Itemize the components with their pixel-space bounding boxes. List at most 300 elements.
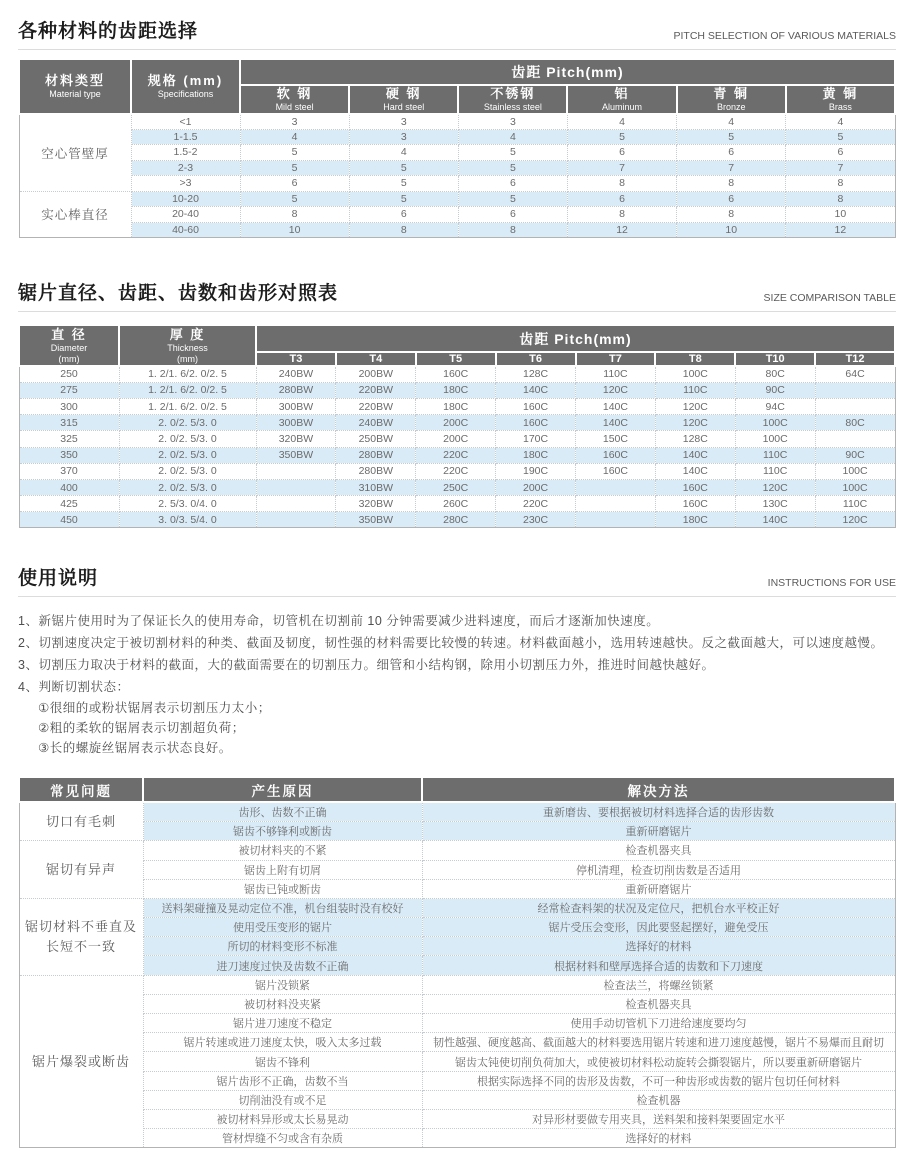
teeth-count-cell: 200C [416,431,496,447]
teeth-count-cell: 150C [576,431,656,447]
solution-cell: 重新研磨锯片 [422,879,895,898]
teeth-count-cell [256,496,336,512]
header-label-en: Hard steel [383,102,425,113]
thickness-cell: 1. 2/1. 6/2. 0/2. 5 [119,382,256,398]
pitch-value-cell: 4 [567,114,676,130]
table-row [19,496,895,512]
header-label-zh: 黄 铜 [822,86,859,101]
cause-cell: 锯片齿形不正确，齿数不当 [143,1071,422,1090]
table-row [19,1109,895,1128]
column-header-pitch: 齿距 Pitch(mm) [256,325,895,352]
spec-cell: 2-3 [131,160,240,176]
table-row [19,1033,895,1052]
pitch-value-cell: 6 [458,176,567,192]
thickness-cell: 1. 2/1. 6/2. 0/2. 5 [119,398,256,414]
solution-cell: 检查机器夹具 [422,841,895,860]
instruction-line: 2、切割速度决定于被切割材料的种类、截面及韧度，韧性强的材料需要比较慢的转速。材料截面越小，选用转速越快。反之截面越大，可以速度越慢。 [18,636,884,651]
pitch-value-cell: 3 [240,114,349,130]
table-row [19,114,895,130]
teeth-count-cell: 90C [735,382,815,398]
teeth-count-cell: 280C [416,512,496,528]
solution-cell: 韧性越强、硬度越高、截面越大的材料要选用锯片转速和进刀速度越慢，锯片不易爆而且耐切 [422,1033,895,1052]
pitch-value-cell: 6 [786,145,895,161]
header-label-zh: 不锈钢 [490,86,536,101]
teeth-count-cell [815,431,895,447]
instructions-list [18,610,896,758]
table-row [19,822,895,841]
header-label-zh: 直 径 [51,327,87,343]
header-label-zh: 厚 度 [169,327,206,343]
pitch-selection-table-body [19,114,895,238]
pitch-value-cell: 5 [458,160,567,176]
diameter-cell: 300 [19,398,119,414]
section-subtitle-en: PITCH SELECTION OF VARIOUS MATERIALS [673,30,896,42]
pitch-value-cell: 6 [458,207,567,223]
problem-group-label: 锯切材料不垂直及长短不一致 [19,898,143,975]
section-title: 使用说明 [18,568,99,590]
table-row [19,431,895,447]
section-title: 锯片直径、齿距、齿数和齿形对照表 [18,283,339,305]
teeth-count-cell [256,463,336,479]
solution-cell: 重新磨齿、要根据被切材料选择合适的齿形齿数 [422,802,895,821]
teeth-count-cell: 220BW [336,398,416,414]
thickness-cell: 3. 0/3. 5/4. 0 [119,512,256,528]
teeth-count-cell [815,382,895,398]
solution-cell: 锯齿太钝使切削负荷加大，或使被切材料松动旋转会撕裂锯片，所以要重新研磨锯片 [422,1052,895,1071]
pitch-value-cell: 10 [786,207,895,223]
teeth-count-cell: 220C [496,496,576,512]
section-size-comparison-header [18,278,896,312]
teeth-count-cell: 128C [655,431,735,447]
teeth-count-cell: 140C [576,398,656,414]
teeth-count-cell [256,479,336,495]
spec-cell: >3 [131,176,240,192]
teeth-count-cell: 190C [496,463,576,479]
teeth-count-cell: 180C [496,447,576,463]
teeth-count-cell: 160C [496,398,576,414]
teeth-count-cell [576,496,656,512]
pitch-selection-table-head [19,59,895,114]
table-row [19,382,895,398]
pitch-value-cell: 10 [240,222,349,238]
section-subtitle-en: INSTRUCTIONS FOR USE [767,577,896,590]
teeth-count-cell: 350BW [256,447,336,463]
column-header-tooth-pitch: T8 [655,352,735,366]
cause-cell: 锯片进刀速度不稳定 [143,1014,422,1033]
table-row [19,447,895,463]
column-header-material [567,85,676,114]
header-label-en: Thickness (mm) [167,343,208,364]
teeth-count-cell: 120C [655,398,735,414]
column-header-material [677,85,786,114]
table-row [19,802,895,821]
solution-cell: 根据实际选择不同的齿形及齿数，不可一种齿形或齿数的锯片包切任何材料 [422,1071,895,1090]
header-label-en: Material type [49,89,101,100]
teeth-count-cell: 200C [496,479,576,495]
teeth-count-cell: 120C [576,382,656,398]
teeth-count-cell: 160C [416,366,496,382]
material-group-label: 空心管壁厚 [19,114,131,192]
solution-cell: 选择好的材料 [422,1129,895,1148]
header-label-zh: 硬 钢 [385,86,422,101]
table-row [19,1129,895,1148]
teeth-count-cell: 80C [735,366,815,382]
header-label-en: Mild steel [275,102,314,113]
header-label-en: Stainless steel [483,102,542,113]
troubleshooting-table-body [19,802,895,1147]
material-group-label: 实心棒直径 [19,191,131,238]
table-row [19,415,895,431]
teeth-count-cell: 320BW [256,431,336,447]
instruction-subline: ③长的螺旋丝锯屑表示状态良好。 [38,741,232,756]
teeth-count-cell: 140C [496,382,576,398]
pitch-value-cell: 5 [240,160,349,176]
pitch-value-cell: 7 [786,160,895,176]
section-pitch-selection-header [18,16,896,50]
cause-cell: 被切材料异形或太长易晃动 [143,1109,422,1128]
size-comparison-table-body [19,366,895,528]
table-row [19,176,895,192]
teeth-count-cell: 100C [735,431,815,447]
teeth-count-cell: 100C [655,366,735,382]
pitch-value-cell: 8 [567,176,676,192]
column-header-pitch: 齿距 Pitch(mm) [240,59,895,85]
pitch-value-cell: 6 [567,145,676,161]
teeth-count-cell: 250BW [336,431,416,447]
pitch-value-cell: 3 [349,129,458,145]
teeth-count-cell: 300BW [256,415,336,431]
column-header-tooth-pitch: T5 [416,352,496,366]
cause-cell: 被切材料没夹紧 [143,994,422,1013]
column-header-common-problems: 常见问题 [19,777,143,802]
pitch-value-cell: 8 [240,207,349,223]
teeth-count-cell: 100C [815,479,895,495]
document-page [0,16,914,1148]
column-header-tooth-pitch: T6 [496,352,576,366]
page-title: 各种材料的齿距选择 [18,21,199,42]
teeth-count-cell: 140C [655,447,735,463]
table-row [19,860,895,879]
table-row [19,1014,895,1033]
pitch-value-cell: 12 [786,222,895,238]
pitch-selection-table [18,58,896,238]
cause-cell: 使用受压变形的锯片 [143,918,422,937]
header-label-zh: 软 钢 [276,86,313,101]
cause-cell: 锯齿上附有切屑 [143,860,422,879]
table-row [19,129,895,145]
instruction-subline: ②粗的柔软的锯屑表示切割超负荷； [38,721,245,736]
cause-cell: 送料架碰撞及晃动定位不准，机台组装时没有校好 [143,898,422,917]
pitch-value-cell: 6 [677,145,786,161]
pitch-value-cell: 5 [567,129,676,145]
cause-cell: 锯齿不锋利 [143,1052,422,1071]
spec-cell: <1 [131,114,240,130]
teeth-count-cell: 110C [576,366,656,382]
teeth-count-cell: 200BW [336,366,416,382]
pitch-value-cell: 6 [677,191,786,207]
column-header-causes: 产生原因 [143,777,422,802]
teeth-count-cell: 120C [815,512,895,528]
table-row [19,145,895,161]
cause-cell: 锯片转速或进刀速度太快，吸入太多过载 [143,1033,422,1052]
header-label-en: Brass [828,102,852,113]
table-row [19,160,895,176]
instruction-subline: ①很细的或粉状锯屑表示切割压力太小； [38,701,271,716]
solution-cell: 对异形材要做专用夹具，送料架和接料架要固定水平 [422,1109,895,1128]
pitch-value-cell: 5 [349,160,458,176]
teeth-count-cell: 300BW [256,398,336,414]
header-label-en: Bronze [716,102,746,113]
pitch-value-cell: 4 [240,129,349,145]
pitch-value-cell: 8 [458,222,567,238]
troubleshooting-table [18,776,896,1148]
table-row [19,898,895,917]
table-row [19,512,895,528]
header-label-en: Specifications [157,89,214,100]
teeth-count-cell: 220C [416,463,496,479]
pitch-value-cell: 5 [349,191,458,207]
column-header-tooth-pitch: T10 [735,352,815,366]
teeth-count-cell: 80C [815,415,895,431]
teeth-count-cell: 110C [735,447,815,463]
thickness-cell: 2. 0/2. 5/3. 0 [119,431,256,447]
teeth-count-cell: 130C [735,496,815,512]
table-row [19,1052,895,1071]
problem-group-label: 锯切有异声 [19,841,143,899]
teeth-count-cell: 140C [655,463,735,479]
table-row [19,463,895,479]
cause-cell: 所切的材料变形不标准 [143,937,422,956]
teeth-count-cell: 140C [735,512,815,528]
teeth-count-cell: 240BW [256,366,336,382]
teeth-count-cell: 180C [416,382,496,398]
problem-group-label: 锯片爆裂或断齿 [19,975,143,1148]
instruction-line: 4、判断切割状态： [18,680,130,695]
cause-cell: 锯片没锁紧 [143,975,422,994]
solution-cell: 锯片受压会变形，因此要竖起摆好，避免受压 [422,918,895,937]
teeth-count-cell: 180C [416,398,496,414]
pitch-value-cell: 3 [458,114,567,130]
solution-cell: 选择好的材料 [422,937,895,956]
column-header-material-type [19,59,131,114]
teeth-count-cell: 200C [416,415,496,431]
teeth-count-cell: 280BW [336,447,416,463]
teeth-count-cell: 350BW [336,512,416,528]
teeth-count-cell: 110C [735,463,815,479]
solution-cell: 检查法兰，将螺丝锁紧 [422,975,895,994]
header-label-zh: 青 铜 [713,86,750,101]
thickness-cell: 2. 0/2. 5/3. 0 [119,415,256,431]
pitch-value-cell: 5 [349,176,458,192]
pitch-value-cell: 5 [677,129,786,145]
solution-cell: 使用手动切管机下刀进给速度要均匀 [422,1014,895,1033]
table-row [19,994,895,1013]
thickness-cell: 2. 0/2. 5/3. 0 [119,463,256,479]
header-label-en: Diameter (mm) [50,343,88,364]
cause-cell: 进刀速度过快及齿数不正确 [143,956,422,975]
diameter-cell: 400 [19,479,119,495]
pitch-value-cell: 8 [677,176,786,192]
diameter-cell: 325 [19,431,119,447]
spec-cell: 40-60 [131,222,240,238]
column-header-tooth-pitch: T4 [336,352,416,366]
pitch-value-cell: 6 [567,191,676,207]
thickness-cell: 2. 5/3. 0/4. 0 [119,496,256,512]
diameter-cell: 350 [19,447,119,463]
column-header-tooth-pitch: T12 [815,352,895,366]
cause-cell: 被切材料夹的不紧 [143,841,422,860]
pitch-value-cell: 6 [349,207,458,223]
section-subtitle-en: SIZE COMPARISON TABLE [763,292,896,305]
spec-cell: 20-40 [131,207,240,223]
spec-cell: 1.5-2 [131,145,240,161]
teeth-count-cell: 310BW [336,479,416,495]
spec-cell: 10-20 [131,191,240,207]
problem-group-label: 切口有毛刺 [19,802,143,840]
column-header-diameter [19,325,119,366]
teeth-count-cell: 110C [655,382,735,398]
cause-cell: 齿形、齿数不正确 [143,802,422,821]
thickness-cell: 2. 0/2. 5/3. 0 [119,479,256,495]
teeth-count-cell: 90C [815,447,895,463]
column-header-material [786,85,895,114]
teeth-count-cell: 170C [496,431,576,447]
solution-cell: 经常检查料架的状况及定位尺，把机台水平校正好 [422,898,895,917]
teeth-count-cell [256,512,336,528]
teeth-count-cell: 240BW [336,415,416,431]
table-row [19,1071,895,1090]
teeth-count-cell: 120C [655,415,735,431]
instruction-line: 1、新锯片使用时为了保证长久的使用寿命，切管机在切割前 10 分钟需要减少进料速度，而后才逐渐加快速度。 [18,614,660,629]
column-header-solutions: 解决方法 [422,777,895,802]
teeth-count-cell: 320BW [336,496,416,512]
column-header-thickness [119,325,256,366]
table-row [19,879,895,898]
solution-cell: 重新研磨锯片 [422,822,895,841]
cause-cell: 管材焊缝不匀或含有杂质 [143,1129,422,1148]
pitch-value-cell: 12 [567,222,676,238]
pitch-value-cell: 10 [677,222,786,238]
pitch-value-cell: 8 [349,222,458,238]
pitch-value-cell: 4 [677,114,786,130]
table-row [19,841,895,860]
header-label-zh: 规格 (mm) [147,73,224,88]
diameter-cell: 275 [19,382,119,398]
pitch-value-cell: 4 [349,145,458,161]
teeth-count-cell: 160C [576,463,656,479]
instruction-line: 3、切割压力取决于材料的截面，大的截面需要在的切割压力。细管和小结构钢，除用小切割压力外，推进时间越快越好。 [18,658,715,673]
thickness-cell: 2. 0/2. 5/3. 0 [119,447,256,463]
teeth-count-cell: 110C [815,496,895,512]
pitch-value-cell: 7 [677,160,786,176]
column-header-specifications [131,59,240,114]
column-header-material [349,85,458,114]
teeth-count-cell: 160C [655,479,735,495]
table-row [19,207,895,223]
pitch-value-cell: 8 [786,176,895,192]
pitch-value-cell: 8 [786,191,895,207]
teeth-count-cell: 160C [496,415,576,431]
pitch-value-cell: 4 [458,129,567,145]
header-label-en: Aluminum [602,102,643,113]
solution-cell: 根据材料和壁厚选择合适的齿数和下刀速度 [422,956,895,975]
pitch-value-cell: 3 [349,114,458,130]
solution-cell: 停机清理，检查切削齿数是否适用 [422,860,895,879]
teeth-count-cell: 230C [496,512,576,528]
teeth-count-cell: 64C [815,366,895,382]
solution-cell: 检查机器 [422,1090,895,1109]
table-row [19,479,895,495]
table-row [19,975,895,994]
pitch-value-cell: 5 [458,191,567,207]
pitch-value-cell: 5 [786,129,895,145]
pitch-value-cell: 6 [240,176,349,192]
diameter-cell: 450 [19,512,119,528]
teeth-count-cell: 100C [735,415,815,431]
pitch-value-cell: 5 [240,191,349,207]
teeth-count-cell: 160C [576,447,656,463]
thickness-cell: 1. 2/1. 6/2. 0/2. 5 [119,366,256,382]
solution-cell: 检查机器夹具 [422,994,895,1013]
header-label-zh: 铝 [614,86,630,101]
column-header-tooth-pitch: T7 [576,352,656,366]
teeth-count-cell: 220C [416,447,496,463]
teeth-count-cell [576,512,656,528]
pitch-value-cell: 8 [567,207,676,223]
teeth-count-cell [576,479,656,495]
column-header-tooth-pitch: T3 [256,352,336,366]
cause-cell: 切削油没有或不足 [143,1090,422,1109]
teeth-count-cell: 160C [655,496,735,512]
size-comparison-table-head [19,325,895,366]
pitch-value-cell: 7 [567,160,676,176]
pitch-value-cell: 5 [240,145,349,161]
teeth-count-cell: 100C [815,463,895,479]
table-row [19,918,895,937]
table-row [19,398,895,414]
teeth-count-cell: 280BW [336,463,416,479]
teeth-count-cell: 260C [416,496,496,512]
column-header-material [240,85,349,114]
teeth-count-cell: 140C [576,415,656,431]
table-row [19,191,895,207]
diameter-cell: 250 [19,366,119,382]
diameter-cell: 370 [19,463,119,479]
header-label-zh: 材料类型 [44,73,105,88]
section-instructions-header [18,563,896,597]
teeth-count-cell: 180C [655,512,735,528]
teeth-count-cell: 280BW [256,382,336,398]
teeth-count-cell: 94C [735,398,815,414]
troubleshooting-table-head [19,777,895,802]
teeth-count-cell: 120C [735,479,815,495]
table-row [19,366,895,382]
column-header-material [458,85,567,114]
teeth-count-cell: 128C [496,366,576,382]
pitch-value-cell: 4 [786,114,895,130]
teeth-count-cell: 250C [416,479,496,495]
table-row [19,1090,895,1109]
pitch-value-cell: 5 [458,145,567,161]
teeth-count-cell [815,398,895,414]
table-row [19,937,895,956]
cause-cell: 锯齿不够锋利或断齿 [143,822,422,841]
table-row [19,956,895,975]
size-comparison-table [18,324,896,528]
cause-cell: 锯齿已钝或断齿 [143,879,422,898]
diameter-cell: 425 [19,496,119,512]
table-row [19,222,895,238]
